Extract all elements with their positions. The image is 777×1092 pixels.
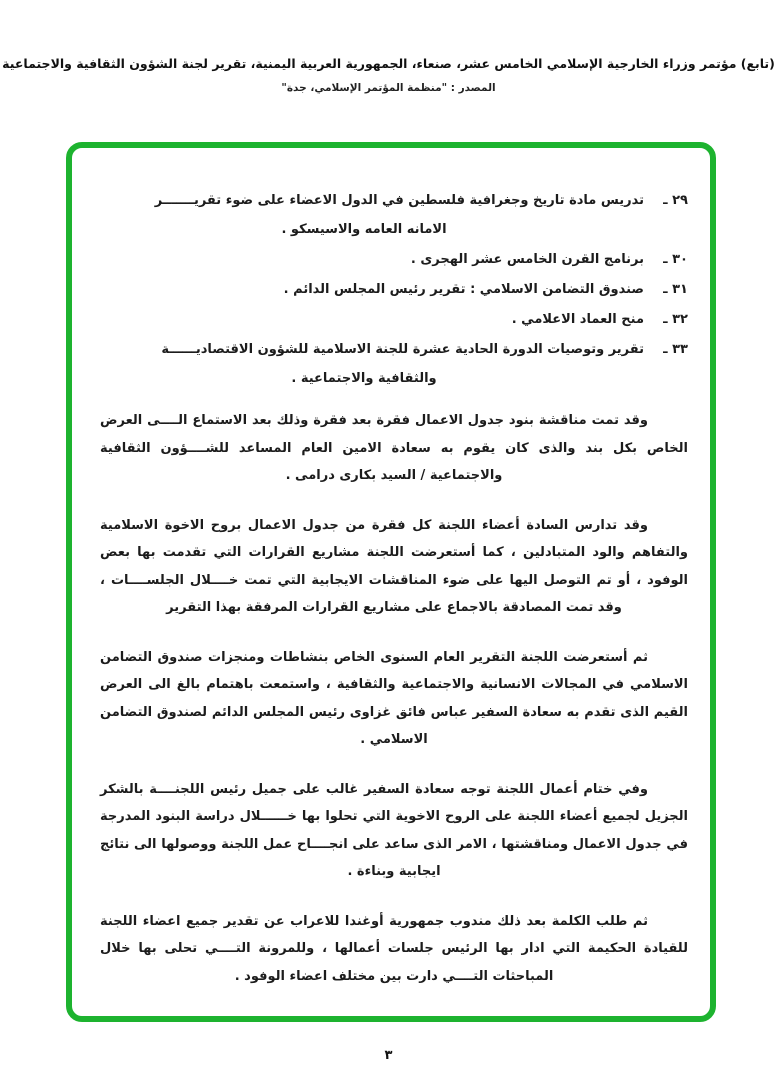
agenda-item-33: [100, 335, 688, 393]
item-line: الامانه العامه والاسيسكو .: [281, 222, 447, 237]
body-paragraph-1: وقد تمت مناقشة بنود جدول الاعمال فقرة بعد فقرة وذلك بعد الاستماع الــــى العرض الخاص بكل بند والذى كان يقوم به سعادة الامين العام المساعد للشــــؤون الثقافية والاجتماعية / السيد بكارى درامى .: [100, 413, 688, 483]
agenda-item-30: [100, 245, 688, 274]
page-number: ٣: [384, 1048, 393, 1063]
item-line: منح العماد الاعلامي .: [511, 312, 644, 327]
agenda-item-31: [100, 275, 688, 304]
item-line: برنامج القرن الخامس عشر الهجرى .: [410, 252, 644, 267]
body-paragraph-4: وفي ختام أعمال اللجنة توجه سعادة السفير غالب على جميل رئيس اللجنــــة بالشكر الجزيل لجميع أعضاء اللجنة على الروح الاخوية التي تحلوا بها خــــــلال دراسة البنود المدرجة في جدول الاعمال ومناقشتها ، الامر الذى ساعد على انجــــاح عمل اللجنة ووصولها الى نتائج ايجابية وبناءة .: [100, 781, 688, 879]
body-paragraph-2: وقد تدارس السادة أعضاء اللجنة كل فقرة من جدول الاعمال بروح الاخوة الاسلامية والتفاهم والود المتبادلين ، كما أستعرضت اللجنة مشاريع القرارات التي تقدمت بها بعض الوفود ، أو تم التوصل اليها على ضوء المناقشات الايجابية التي تمت خــــلال الجلســــات ، وقد تمت المصادقة بالاجماع على مشاريع القرارات المرفقة بهذا التقرير: [100, 517, 688, 615]
scan-content: [100, 186, 688, 990]
body-paragraph-5: ثم طلب الكلمة بعد ذلك مندوب جمهورية أوغندا للاعراب عن تقدير جميع اعضاء اللجنة للقيادة الحكيمة التي ادار بها الرئيس جلسات أعمالها ، وللمرونة التــــي تحلى بها خلال المباحثات التــــي دارت بين مختلف اعضاء الوفود .: [100, 913, 688, 984]
document-header: [0, 54, 777, 94]
agenda-item-32: [100, 305, 688, 334]
agenda-list: [100, 186, 688, 393]
item-number: ٢٩ ـ: [663, 193, 688, 208]
item-line: والثقافية والاجتماعية .: [291, 371, 437, 386]
item-line: تقرير وتوصيات الدورة الحادية عشرة للجنة الاسلامية للشؤون الاقتصاديــــــة: [161, 342, 644, 357]
document-title: (تابع) مؤتمر وزراء الخارجية الإسلامي الخامس عشر، صنعاء، الجمهورية العربية اليمنية، تقرير لجنة الشؤون الثقافية والاجتماعية: [2, 56, 775, 71]
item-number: ٣٠ ـ: [663, 252, 688, 267]
item-number: ٣١ ـ: [663, 282, 688, 297]
item-number: ٣٣ ـ: [663, 342, 688, 357]
item-line: صندوق التضامن الاسلامي : تقرير رئيس المجلس الدائم .: [283, 282, 644, 297]
body-paragraph-3: ثم أستعرضت اللجنة التقرير العام السنوى الخاص بنشاطات ومنجزات صندوق التضامن الاسلامي في المجالات الانسانية والاجتماعية والثقافية ، واستمعت باهتمام بالغ الى العرض القيم الذى تقدم به سعادة السفير عباس فائق غزاوى رئيس المجلس الدائم لصندوق التضامن الاسلامي .: [100, 649, 688, 747]
item-line: تدريس مادة تاريخ وجغرافية فلسطين في الدول الاعضاء على ضوء تقريـــــــر: [154, 193, 644, 208]
document-source: المصدر : "منظمة المؤتمر الإسلامي، جدة": [281, 82, 496, 94]
item-number: ٣٢ ـ: [663, 312, 688, 327]
agenda-item-29: [100, 186, 688, 244]
